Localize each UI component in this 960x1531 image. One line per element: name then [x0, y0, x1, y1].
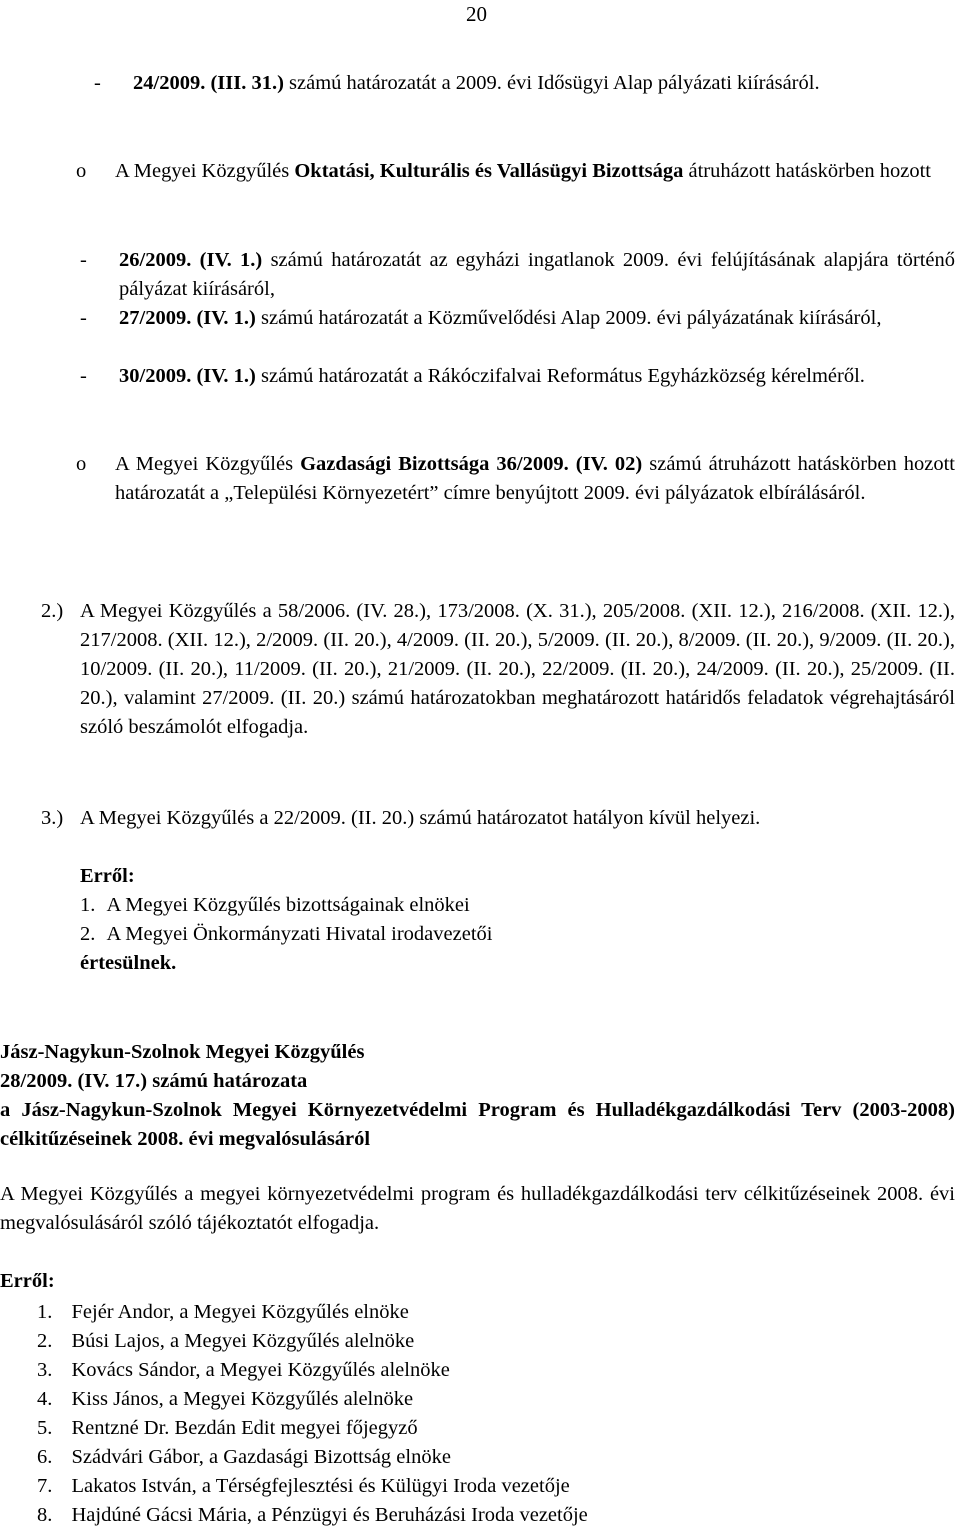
- recipients-label: Erről:: [0, 1270, 55, 1292]
- list-number: 5.: [37, 1417, 53, 1439]
- resolution-body: Jász-Nagykun-Szolnok Megyei Közgyűlés: [0, 1041, 365, 1063]
- section-2: [41, 597, 955, 742]
- resolution-text: számú határozatát a 2009. évi Idősügyi Alap pályázati kiírásáról.: [283, 72, 820, 94]
- recipients-label: Erről:: [80, 865, 135, 887]
- circle-bullet: o: [76, 160, 87, 182]
- list-item: [0, 1501, 920, 1530]
- list-text: Kovács Sándor, a Megyei Közgyűlés alelnöke: [71, 1359, 450, 1381]
- page-number: 20: [466, 2, 487, 26]
- list-item: [0, 1327, 920, 1356]
- list-text: Lakatos István, a Térségfejlesztési és Külügyi Iroda vezetője: [71, 1475, 570, 1497]
- circle-bullet: o: [76, 453, 87, 475]
- list-text: Hajdúné Gácsi Mária, a Pénzügyi és Beruházási Iroda vezetője: [71, 1504, 588, 1526]
- dash-marker: -: [80, 249, 87, 271]
- list-number: 4.: [37, 1388, 53, 1410]
- list-number: 6.: [37, 1446, 53, 1468]
- list-text: Rentzné Dr. Bezdán Edit megyei főjegyző: [71, 1417, 418, 1439]
- recipients-block-1: [41, 862, 941, 978]
- section-text: A Megyei Közgyűlés a 58/2006. (IV. 28.), 173/2008. (X. 31.), 205/2008. (XII. 12.), 216/2008. (XII. 12.), 217/2008. (XII. 12.), 2/2009. (II. 20.), 4/2009. (II. 20.), 5/2009. (II. 20.), 8/2009. (II. 20.), 9/2009. (II. 20.), 10/2009. (II. 20.), 11/2009. (II. 20.), 21/2009. (II. 20.), 22/2009. (II. 20.), 24/2009. (II. 20.), 25/2009. (II. 20.), valamint 27/2009. (II. 20.) számú határozatokban meghatározott határidős feladatok végrehajtásáról szóló beszámolót elfogadja.: [80, 600, 955, 738]
- resolution-text: számú határozatát az egyházi ingatlanok 2009. évi felújításának alapjára történő pályázat kiírásáról,: [119, 249, 955, 300]
- list-item: [0, 1443, 920, 1472]
- resolution-item-30: [80, 362, 955, 391]
- list-text: A Megyei Önkormányzati Hivatal irodavezetői: [106, 923, 493, 945]
- committee-name: Gazdasági Bizottsága 36/2009. (IV. 02): [300, 453, 643, 475]
- section-number: 3.): [41, 807, 64, 829]
- list-number: 8.: [37, 1504, 53, 1526]
- resolution-title: a Jász-Nagykun-Szolnok Megyei Környezetvédelmi Program és Hulladékgazdálkodási Terv (2003-2008) célkitűzéseinek 2008. évi megvalósulásáról: [0, 1099, 955, 1150]
- list-number: 7.: [37, 1475, 53, 1497]
- section-3: [41, 804, 955, 833]
- resolution-number: 30/2009. (IV. 1.): [119, 365, 256, 387]
- list-number: 1.: [80, 894, 96, 916]
- list-item: [0, 1472, 920, 1501]
- resolution-text: számú határozatát a Rákóczifalvai Református Egyházközség kérelméről.: [255, 365, 865, 387]
- list-item: [0, 1356, 920, 1385]
- resolution-number: 24/2009. (III. 31.): [133, 72, 284, 94]
- list-number: 2.: [37, 1330, 53, 1352]
- resolution-number: 26/2009. (IV. 1.): [119, 249, 263, 271]
- list-text: Kiss János, a Megyei Közgyűlés alelnöke: [71, 1388, 414, 1410]
- dash-marker: -: [80, 365, 87, 387]
- list-text: A Megyei Közgyűlés bizottságainak elnökei: [106, 894, 470, 916]
- section-text: A Megyei Közgyűlés a 22/2009. (II. 20.) számú határozatot hatályon kívül helyezi.: [80, 807, 761, 829]
- list-item: [0, 1414, 920, 1443]
- resolution-item-27: [80, 304, 955, 333]
- committee-pre: A Megyei Közgyűlés: [115, 453, 301, 475]
- resolution-number-heading: 28/2009. (IV. 17.) számú határozata: [0, 1070, 308, 1092]
- list-text: Búsi Lajos, a Megyei Közgyűlés alelnöke: [71, 1330, 415, 1352]
- resolution-body-text: A Megyei Közgyűlés a megyei környezetvédelmi program és hulladékgazdálkodási terv célkitűzéseinek 2008. évi megvalósulásáról szóló tájékoztatót elfogadja.: [0, 1183, 955, 1234]
- committee-item-oktatasi: [76, 157, 955, 186]
- committee-pre: A Megyei Közgyűlés: [115, 160, 295, 182]
- list-text: Szádvári Gábor, a Gazdasági Bizottság elnöke: [71, 1446, 451, 1468]
- committee-name: Oktatási, Kulturális és Vallásügyi Bizottsága: [294, 160, 684, 182]
- committee-item-gazdasagi: [76, 450, 955, 508]
- list-item: [41, 891, 941, 920]
- committee-post: átruházott hatáskörben hozott: [683, 160, 931, 182]
- resolution-item-26: [80, 246, 955, 304]
- list-item: [0, 1385, 920, 1414]
- resolution-item-24: [94, 69, 874, 98]
- resolution-text: számú határozatát a Közművelődési Alap 2009. évi pályázatának kiírásáról,: [255, 307, 882, 329]
- list-number: 2.: [80, 923, 96, 945]
- list-number: 3.: [37, 1359, 53, 1381]
- list-item: [41, 920, 941, 949]
- dash-marker: -: [80, 307, 87, 329]
- recipients-block-2: [0, 1267, 920, 1530]
- resolution-number: 27/2009. (IV. 1.): [119, 307, 256, 329]
- list-number: 1.: [37, 1301, 53, 1323]
- list-item: [0, 1298, 920, 1327]
- section-number: 2.): [41, 600, 64, 622]
- committee-post: számú átruházott hatáskörben hozott határozatát a „Települési Környezetért” címre benyújtott 2009. évi pályázatok elbírálásáról.: [115, 453, 955, 504]
- list-text: Fejér Andor, a Megyei Közgyűlés elnöke: [71, 1301, 409, 1323]
- resolution-header: [0, 1038, 955, 1154]
- dash-marker: -: [94, 72, 101, 94]
- recipients-closing: értesülnek.: [80, 952, 177, 974]
